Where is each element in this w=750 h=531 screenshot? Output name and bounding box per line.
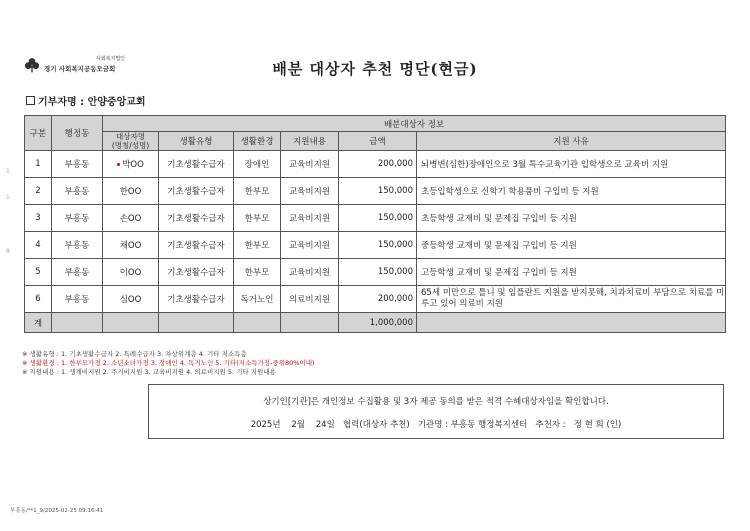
header-group: 배분대상자 정보	[103, 116, 726, 132]
cell-dong: 부흥동	[52, 232, 103, 259]
cell-no: 2	[25, 178, 52, 205]
header-support-type: 지원내용	[281, 132, 339, 151]
cell-amount: 150,000	[339, 205, 417, 232]
table-row	[25, 286, 726, 313]
logo-org-name: 경기 사회복지공동모금회	[44, 65, 116, 73]
note-support-type: ※ 지원내용 : 1. 생계비지원 2. 주거비지원 3. 교육비지원 4. 의료비지원 5. 기타 지원내용	[22, 368, 276, 376]
cell-env: 한부모	[234, 205, 281, 232]
checkbox-icon	[26, 96, 35, 105]
cell-life-type: 기초생활수급자	[159, 232, 234, 259]
table-row	[25, 232, 726, 259]
cell-support-type: 교육비지원	[281, 259, 339, 286]
confirmation-signature-line: 2025년 2월 24일 협력(대상자 추천) 기관명 : 부흥동 행정복지센터 추천자 : 정 현 희 (인)	[250, 420, 622, 430]
cell-name	[103, 151, 159, 178]
cell-reason: 65세 미만으로 틀니 및 임플란트 지원을 받지못해, 치과치료비 부담으로 치료를 미루고 있어 의료비 지원	[417, 286, 726, 313]
cell-support-type: 교육비지원	[281, 232, 339, 259]
cell-dong: 부흥동	[52, 259, 103, 286]
total-row	[25, 313, 726, 333]
cell-reason: 중등학생 교재비 및 문제집 구입비 등 지원	[417, 232, 726, 259]
cell-reason: 고등학생 교재비 및 문제집 구입비 등 지원	[417, 259, 726, 286]
cell-dong: 부흥동	[52, 151, 103, 178]
cell-env: 한부모	[234, 232, 281, 259]
cell-life-type: 기초생활수급자	[159, 178, 234, 205]
header-dong: 행정동	[52, 116, 103, 151]
cell-amount: 200,000	[339, 286, 417, 313]
legend-notes	[22, 350, 315, 377]
header-reason: 지원 사유	[417, 132, 726, 151]
total-label: 계	[25, 313, 52, 333]
header-env: 생활환경	[234, 132, 281, 151]
cell-no: 3	[25, 205, 52, 232]
cell-env: 독거노인	[234, 286, 281, 313]
margin-mark: 8	[6, 248, 10, 255]
cell-no: 6	[25, 286, 52, 313]
cell-support-type: 의료비지원	[281, 286, 339, 313]
cell-support-type: 교육비지원	[281, 205, 339, 232]
cell-life-type: 기초생활수급자	[159, 205, 234, 232]
page-title: 배분 대상자 추천 명단(현금)	[272, 60, 478, 78]
logo-org-small: 사회복지법인	[96, 56, 125, 62]
header-name-line1: 대상자명	[116, 132, 145, 141]
cell-dong: 부흥동	[52, 205, 103, 232]
cell-amount: 200,000	[339, 151, 417, 178]
cell-name: 심OO	[103, 286, 159, 313]
print-footer: 부흥동/**1_9/2025-02-25 09:16:41	[10, 508, 104, 514]
donor-line	[26, 93, 146, 108]
cell-env: 장애인	[234, 151, 281, 178]
cell-reason: 초등입학생으로 신학기 학용품비 구입비 등 지원	[417, 178, 726, 205]
cell-support-type: 교육비지원	[281, 151, 339, 178]
header-no: 구분	[25, 116, 52, 151]
cell-name: 손OO	[103, 205, 159, 232]
cell-reason: 초등학생 교재비 및 문제집 구입비 등 지원	[417, 205, 726, 232]
cell-no: 4	[25, 232, 52, 259]
confirmation-box	[148, 384, 724, 439]
recipient-table	[24, 115, 726, 333]
cell-dong: 부흥동	[52, 286, 103, 313]
cell-amount: 150,000	[339, 259, 417, 286]
header-name	[103, 132, 159, 151]
note-env: ※ 생활환경 : 1. 한부모가정 2. 소년소녀가정 3. 장애인 4. 독거노인 5. 기타(저소득가정-중위80%이내)	[22, 359, 315, 367]
confirmation-statement: 상기인[기관]은 개인정보 수집활용 및 3자 제공 동의를 받은 적격 수혜대상자임을 확인합니다.	[263, 397, 609, 407]
donor-label: 기부자명 : 안양중앙교회	[38, 97, 146, 108]
cell-name: 채OO	[103, 232, 159, 259]
total-amount: 1,000,000	[339, 313, 417, 333]
cell-no: 5	[25, 259, 52, 286]
cell-name: 이OO	[103, 259, 159, 286]
note-life-type: ※ 생활유형 : 1. 기초생활수급자 2. 특례수급자 3. 차상위계층 4. 기타 저소득층	[22, 350, 247, 358]
cell-env: 한부모	[234, 178, 281, 205]
cell-amount: 150,000	[339, 178, 417, 205]
cell-name-text: 박OO	[122, 160, 144, 170]
table-row	[25, 259, 726, 286]
cell-support-type: 교육비지원	[281, 178, 339, 205]
margin-mark: 1	[6, 194, 10, 201]
header-amount: 금액	[339, 132, 417, 151]
cell-life-type: 기초생활수급자	[159, 151, 234, 178]
cell-name: 한OO	[103, 178, 159, 205]
table-row	[25, 205, 726, 232]
cell-life-type: 기초생활수급자	[159, 259, 234, 286]
cell-no: 1	[25, 151, 52, 178]
table-row	[25, 151, 726, 178]
table-row	[25, 178, 726, 205]
header-name-line2: (명칭/성명)	[111, 141, 150, 150]
cell-dong: 부흥동	[52, 178, 103, 205]
cell-env: 한부모	[234, 259, 281, 286]
cell-reason: 뇌병변(심한)장애인으로 3월 특수교육기관 입학생으로 교육비 지원	[417, 151, 726, 178]
cell-life-type: 기초생활수급자	[159, 286, 234, 313]
margin-mark: 1	[6, 168, 10, 175]
header-life-type: 생활유형	[159, 132, 234, 151]
cell-amount: 150,000	[339, 232, 417, 259]
red-mark-icon	[117, 163, 120, 166]
